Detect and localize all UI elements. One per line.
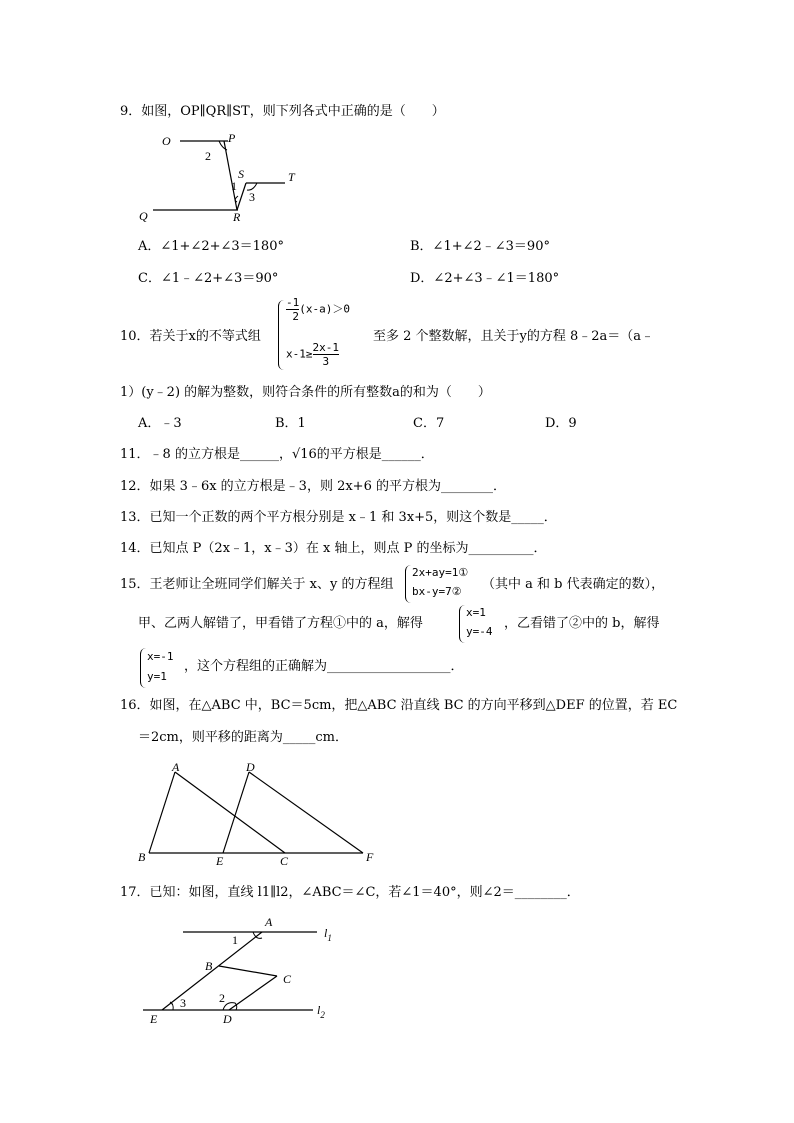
q15-line1-pre: 15．王老师让全班同学们解关于 x、y 的方程组	[120, 577, 394, 592]
q9-label-T: T	[288, 170, 295, 184]
q14-stem: 14．已知点 P（2x﹣1，x﹣3）在 x 轴上，则点 P 的坐标为__________．	[120, 541, 547, 556]
q16-line1: 16．如图，在△ABC 中，BC＝5cm，把△ABC 沿直线 BC 的方向平移到△DEF 的位置，若 EC	[120, 698, 678, 713]
q15-brace-1	[405, 565, 411, 603]
q9-angle-3: 3	[249, 190, 255, 204]
q15-sol1-x: x=1	[466, 606, 486, 619]
q15-line1-post: （其中 a 和 b 代表确定的数），	[482, 577, 665, 592]
q10-option-d: D．9	[545, 416, 577, 431]
q17-label-D: D	[223, 1012, 232, 1026]
q15-eq2: bx-y=7②	[412, 585, 462, 598]
q15-line2-post: ，乙看错了②中的 b，解得	[504, 616, 660, 631]
q15-brace-2	[459, 605, 465, 643]
q16-label-D: D	[246, 760, 255, 774]
q17-label-A: A	[265, 915, 273, 929]
q9-option-c: C．∠1﹣∠2+∠3＝90°	[138, 271, 279, 286]
q10-stem-pre: 10．若关于x的不等式组	[120, 329, 261, 344]
q17-angle-3: 3	[180, 996, 186, 1010]
q16-line2: ＝2cm，则平移的距离为_____cm．	[138, 730, 348, 745]
q10-ineq1-num: 1	[292, 296, 300, 309]
q9-stem: 9．如图，OP∥QR∥ST，则下列各式中正确的是（ ）	[120, 104, 445, 119]
q17-label-l1: $l_1$	[324, 926, 332, 943]
q12-stem: 12．如果 3﹣6x 的立方根是﹣3，则 2x+6 的平方根为________．	[120, 479, 506, 494]
q10-stem-line2: 1）(y﹣2) 的解为整数，则符合条件的所有整数a的和为（ ）	[120, 385, 491, 400]
q10-option-a: A．﹣3	[138, 416, 182, 431]
q17-label-E: E	[150, 1012, 158, 1026]
q9-label-R: R	[233, 210, 241, 224]
q13-stem: 13．已知一个正数的两个平方根分别是 x﹣1 和 3x+5，则这个数是_____．	[120, 510, 557, 525]
q17-label-B: B	[205, 959, 213, 973]
q15-eq1: 2x+ay=1①	[412, 566, 469, 579]
q10-option-b: B．1	[275, 416, 306, 431]
q9-option-a: A．∠1+∠2+∠3＝180°	[138, 239, 284, 254]
q9-figure	[135, 128, 315, 228]
q15-line3-post: ，这个方程组的正确解为___________________．	[184, 659, 464, 674]
q17-label-l2: $l_2$	[317, 1003, 325, 1020]
q10-option-c: C．7	[413, 416, 445, 431]
q15-sol2-x: x=-1	[147, 650, 174, 663]
q10-ineq2-left: x-1≥	[286, 347, 313, 361]
q9-angle-1: 1	[231, 179, 237, 193]
q15-sol1-y: y=-4	[466, 625, 493, 638]
q10-stem-post: 至多 2 个整数解，且关于y的方程 8﹣2a＝（a﹣	[373, 329, 655, 344]
q10-ineq1-rest: (x-a)＞0	[299, 302, 350, 316]
q10-ineq2-num: 2x-1	[312, 341, 339, 354]
q10-ineq2-den: 3	[313, 354, 340, 368]
q10-ineq2	[286, 341, 339, 368]
q16-label-E: E	[216, 854, 224, 868]
q17-label-C: C	[283, 972, 292, 986]
q11-stem: 11．﹣8 的立方根是______，√16的平方根是______．	[120, 447, 434, 462]
q10-ineq1-den: 2	[286, 309, 299, 323]
q9-label-O: O	[162, 134, 171, 148]
q16-label-B: B	[138, 850, 146, 864]
q9-option-d: D．∠2+∠3﹣∠1＝180°	[410, 271, 560, 286]
q17-stem: 17．已知：如图，直线 l1∥l2，∠ABC＝∠C，若∠1＝40°，则∠2＝________．	[120, 885, 580, 900]
q10-brace	[278, 300, 285, 370]
q15-sol2-y: y=1	[147, 670, 167, 683]
q16-label-C: C	[280, 854, 289, 868]
q9-label-P: P	[228, 131, 236, 145]
q15-brace-3	[140, 648, 146, 688]
q9-label-S: S	[238, 167, 244, 181]
q10-ineq1: $\frac{-1}{2}$ (x-a)＞0	[286, 296, 350, 323]
q17-angle-2: 2	[219, 991, 225, 1005]
q16-label-A: A	[172, 760, 180, 774]
q15-line2-pre: 甲、乙两人解错了，甲看错了方程①中的 a，解得	[138, 616, 423, 631]
q17-figure	[135, 910, 345, 1030]
q17-angle-1: 1	[232, 933, 238, 947]
q9-label-Q: Q	[139, 209, 148, 223]
q16-figure	[130, 755, 390, 870]
q16-label-F: F	[366, 850, 374, 864]
q9-option-b: B．∠1+∠2﹣∠3＝90°	[410, 239, 550, 254]
q9-angle-2: 2	[205, 149, 211, 163]
